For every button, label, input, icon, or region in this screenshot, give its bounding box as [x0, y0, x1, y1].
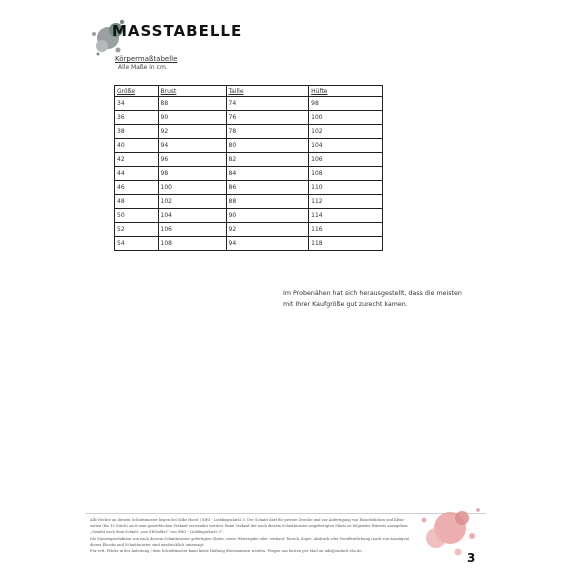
- table-cell: 84: [226, 167, 309, 181]
- table-cell: 74: [226, 97, 309, 111]
- table-subtitle: Körpermaßtabelle: [115, 55, 178, 63]
- table-cell: 94: [158, 139, 226, 153]
- table-cell: 104: [158, 209, 226, 223]
- column-header: Taille: [226, 86, 309, 97]
- table-cell: 92: [158, 125, 226, 139]
- table-cell: 100: [158, 181, 226, 195]
- table-row: [115, 111, 383, 125]
- table-cell: 106: [309, 153, 383, 167]
- table-cell: 44: [115, 167, 159, 181]
- table-cell: 108: [158, 237, 226, 251]
- table-cell: 88: [226, 195, 309, 209]
- table-cell: 102: [309, 125, 383, 139]
- table-cell: 52: [115, 223, 159, 237]
- table-cell: 82: [226, 153, 309, 167]
- table-row: [115, 139, 383, 153]
- table-row: [115, 125, 383, 139]
- footer-line: Die Massenproduktion von nach diesem Schnittmuster gefertigten Shirts, sowie Weitergabe oder -verkauf, Tausch, Kopie, Abdruck oder Veröffentlichung (auch von Auszügen): [90, 536, 410, 541]
- table-cell: 76: [226, 111, 309, 125]
- table-row: [115, 97, 383, 111]
- size-table: [114, 85, 383, 251]
- footer-line: Für evtl. Fehler in der Anleitung / dem Schnittmuster kann keine Haftung übernommen werden. Fragen aus besten per Mail an info@einfach-sho.de.: [90, 549, 363, 554]
- footer-line: „Genäht nach dem Schnitt „one SHOulder“ von SHO - Lieblingsshirt2.0“.: [90, 530, 224, 535]
- table-row: [115, 209, 383, 223]
- table-row: [115, 237, 383, 251]
- table-header-row: [115, 86, 383, 97]
- table-row: [115, 181, 383, 195]
- table-cell: 104: [309, 139, 383, 153]
- table-cell: 94: [226, 237, 309, 251]
- table-row: [115, 195, 383, 209]
- table-cell: 40: [115, 139, 159, 153]
- table-cell: 116: [309, 223, 383, 237]
- table-cell: 46: [115, 181, 159, 195]
- table-cell: 78: [226, 125, 309, 139]
- column-header: Brust: [158, 86, 226, 97]
- table-cell: 92: [226, 223, 309, 237]
- table-cell: 98: [158, 167, 226, 181]
- table-cell: 48: [115, 195, 159, 209]
- table-cell: 80: [226, 139, 309, 153]
- table-row: [115, 223, 383, 237]
- table-cell: 106: [158, 223, 226, 237]
- footer-line: Alle Rechte an diesem Schnittmuster liegen bei Silke Hoerl | SHO - Lieblingsshirt2.0. Der Schnitt darf für private Zwecke und zur Anfertigung von Einzelstücken und Klein-: [90, 518, 405, 522]
- column-header: Hüfte: [309, 86, 383, 97]
- page-number: 3: [467, 551, 476, 565]
- table-cell: 90: [158, 111, 226, 125]
- table-cell: 114: [309, 209, 383, 223]
- table-cell: 102: [158, 195, 226, 209]
- page-title: MASSTABELLE: [112, 22, 243, 40]
- table-cell: 118: [309, 237, 383, 251]
- table-cell: 108: [309, 167, 383, 181]
- table-cell: 112: [309, 195, 383, 209]
- table-cell: 86: [226, 181, 309, 195]
- table-cell: 42: [115, 153, 159, 167]
- units-note: Alle Maße in cm.: [118, 64, 168, 71]
- table-cell: 96: [158, 153, 226, 167]
- table-row: [115, 153, 383, 167]
- footer-line: serien (bis 10 Stück) auch zum gewerblichen Verkauf verwendet werden. Beim Verkauf der nach diesem Schnittmuster angefertigten Shirts ist folgender Hinweis anzugeben:: [90, 524, 409, 529]
- table-cell: 38: [115, 125, 159, 139]
- fitting-note: Im Probenähen hat sich herausgestellt, dass die meisten mit Ihrer Kaufgröße gut zurecht kamen.: [283, 290, 462, 308]
- table-cell: 50: [115, 209, 159, 223]
- table-cell: 54: [115, 237, 159, 251]
- table-cell: 90: [226, 209, 309, 223]
- ink-splatter-decoration: [404, 490, 494, 570]
- table-row: [115, 167, 383, 181]
- column-header: Größe: [115, 86, 159, 97]
- table-cell: 36: [115, 111, 159, 125]
- footer-line: dieses Ebooks und Schnittmuster sind ausdrücklich untersagt.: [90, 542, 205, 547]
- table-cell: 88: [158, 97, 226, 111]
- table-cell: 110: [309, 181, 383, 195]
- table-cell: 34: [115, 97, 159, 111]
- table-cell: 100: [309, 111, 383, 125]
- table-cell: 98: [309, 97, 383, 111]
